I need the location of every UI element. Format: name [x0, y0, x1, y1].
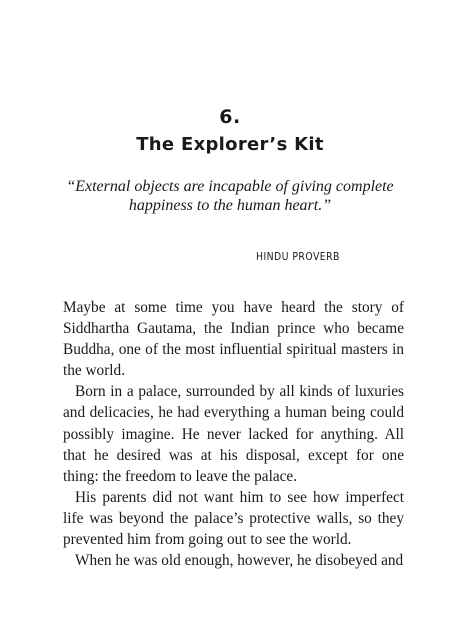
- body-text: [63, 297, 404, 571]
- paragraph: Maybe at some time you have heard the story of Siddhartha Gautama, the Indian prince who became Buddha, one of the most influential spiritual masters in the world.: [63, 299, 404, 380]
- chapter-title: The Explorer’s Kit: [136, 134, 324, 155]
- epigraph-source: HINDU PROVERB: [256, 250, 340, 263]
- epigraph-quote: “External objects are incapable of giving complete happiness to the human heart.”: [66, 178, 394, 214]
- paragraph: Born in a palace, surrounded by all kinds of luxuries and delicacies, he had everything a human being could possibly imagine. He never lacked for anything. All that he desired was at his disposal, except for one thing: the freedom to leave the palace.: [63, 383, 404, 485]
- paragraph: His parents did not want him to see how imperfect life was beyond the palace’s protective walls, so they prevented him from going out to see the world.: [63, 488, 404, 549]
- chapter-number: 6.: [219, 106, 241, 128]
- paragraph: When he was old enough, however, he disobeyed and: [75, 552, 404, 570]
